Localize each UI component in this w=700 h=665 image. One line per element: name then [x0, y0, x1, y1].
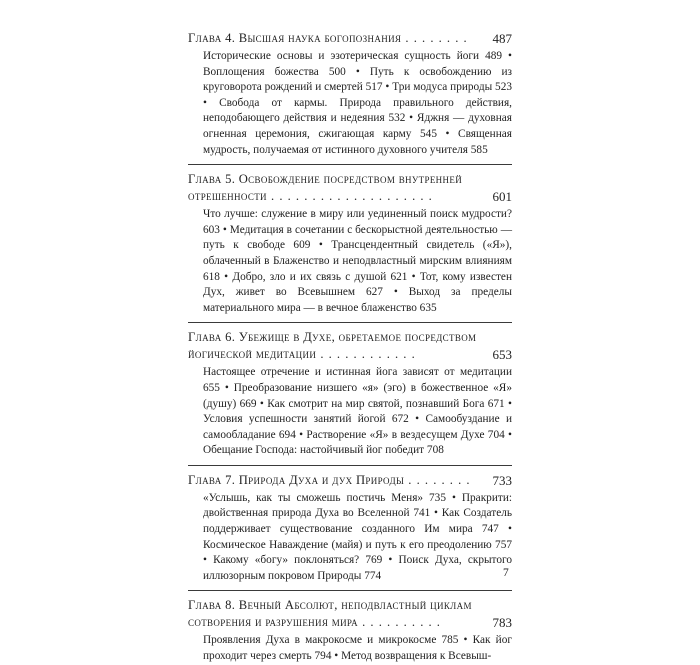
toc-chapter-4 — [188, 30, 512, 158]
chapter-title: Глава 7. Природа Духа и дух Природы — [188, 472, 405, 487]
chapter-contents — [203, 491, 512, 585]
chapter-contents — [203, 49, 512, 158]
toc-chapter-7 — [188, 472, 512, 585]
chapter-heading — [188, 30, 512, 47]
dot-leaders: . . . . . . . . . . — [357, 615, 441, 630]
chapter-heading — [188, 329, 512, 363]
chapter-title: Глава 6. Убежище в Духе, обретаемое посредством йогической медитации — [188, 330, 477, 362]
chapter-contents — [203, 207, 512, 316]
chapter-page-number: 733 — [492, 472, 512, 488]
chapter-title: Глава 4. Высшая наука богопознания — [188, 31, 402, 45]
chapter-heading — [188, 472, 512, 489]
divider — [188, 590, 512, 591]
chapter-contents — [203, 633, 512, 664]
chapter-contents-text: Что лучше: служение в миру или уединенный поиск мудрости? 603 • Медитация в сочетании с бескорыстной деятельностью — путь к свободе 609 • Трансцендентный свидетель («Я»), облаченный в Блаженство и неподвластный мирским влияниям 618 • Добро, зло и их связь с душой 621 • Тот, кому известен Дух, живет во Всевышнем 627 • Выход за пределы материального мира — в вечное блаженство 635 — [203, 208, 512, 314]
chapter-contents — [203, 365, 512, 459]
chapter-contents-text: «Услышь, как ты сможешь постичь Меня» 735 • Пракрити: двойственная природа Духа во Вселенной 741 • Как Создатель поддерживает существование созданного Им мира 747 • Космическое Наваждение (майя) и путь к его преодолению 757 • Какому «богу» поклоняться? 769 • Поиск Духа, скрытого иллюзорным покровом Природы 774 — [203, 491, 512, 582]
chapter-title: Глава 5. Освобождение посредством внутренней отрешенности — [188, 172, 463, 204]
chapter-heading — [188, 597, 512, 631]
chapter-title: Глава 8. Вечный Абсолют, неподвластный циклам сотворения и разрушения мира — [188, 598, 472, 630]
chapter-contents-text: Проявления Духа в макрокосме и микрокосме 785 • Как йог проходит через смерть 794 • Метод возвращения к Всевыш- — [203, 634, 512, 663]
table-of-contents — [188, 30, 512, 665]
divider — [188, 322, 512, 323]
chapter-page-number: 487 — [492, 31, 512, 46]
dot-leaders: . . . . . . . . — [404, 472, 471, 487]
dot-leaders: . . . . . . . . . . . . — [316, 347, 416, 362]
chapter-heading — [188, 171, 512, 205]
toc-chapter-5 — [188, 171, 512, 316]
chapter-contents-text: Исторические основы и эзотерическая сущность йоги 489 • Воплощения божества 500 • Путь к освобождению из круговорота рождений и смертей 517 • Три модуса природы 523 • Свобода от кармы. Природа правильного действия, неподобающего действия и недеяния 532 • Яджня — духовная огненная церемония, сжигающая карму 545 • Священная мудрость, получаемая от истинного духовного учителя 585 — [203, 50, 512, 156]
divider — [188, 465, 512, 466]
toc-chapter-8 — [188, 597, 512, 664]
chapter-page-number: 653 — [492, 347, 512, 363]
page-number: 7 — [503, 567, 509, 579]
toc-chapter-6 — [188, 329, 512, 459]
dot-leaders: . . . . . . . . . . . . . . . . . . . . — [266, 189, 433, 204]
chapter-page-number: 783 — [492, 615, 512, 631]
dot-leaders: . . . . . . . . — [401, 31, 468, 45]
chapter-contents-text: Настоящее отречение и истинная йога зависят от медитации 655 • Преобразование низшего «я» (эго) в божественное «Я» (душу) 669 • Как смотрит на мир святой, познавший Бога 671 • Условия успешности занятий йогой 672 • Самообуздание и самообладание 694 • Растворение «Я» в вездесущем Духе 704 • Обещание Господа: настойчивый йог победит 708 — [203, 366, 512, 457]
chapter-page-number: 601 — [492, 189, 512, 205]
divider — [188, 164, 512, 165]
